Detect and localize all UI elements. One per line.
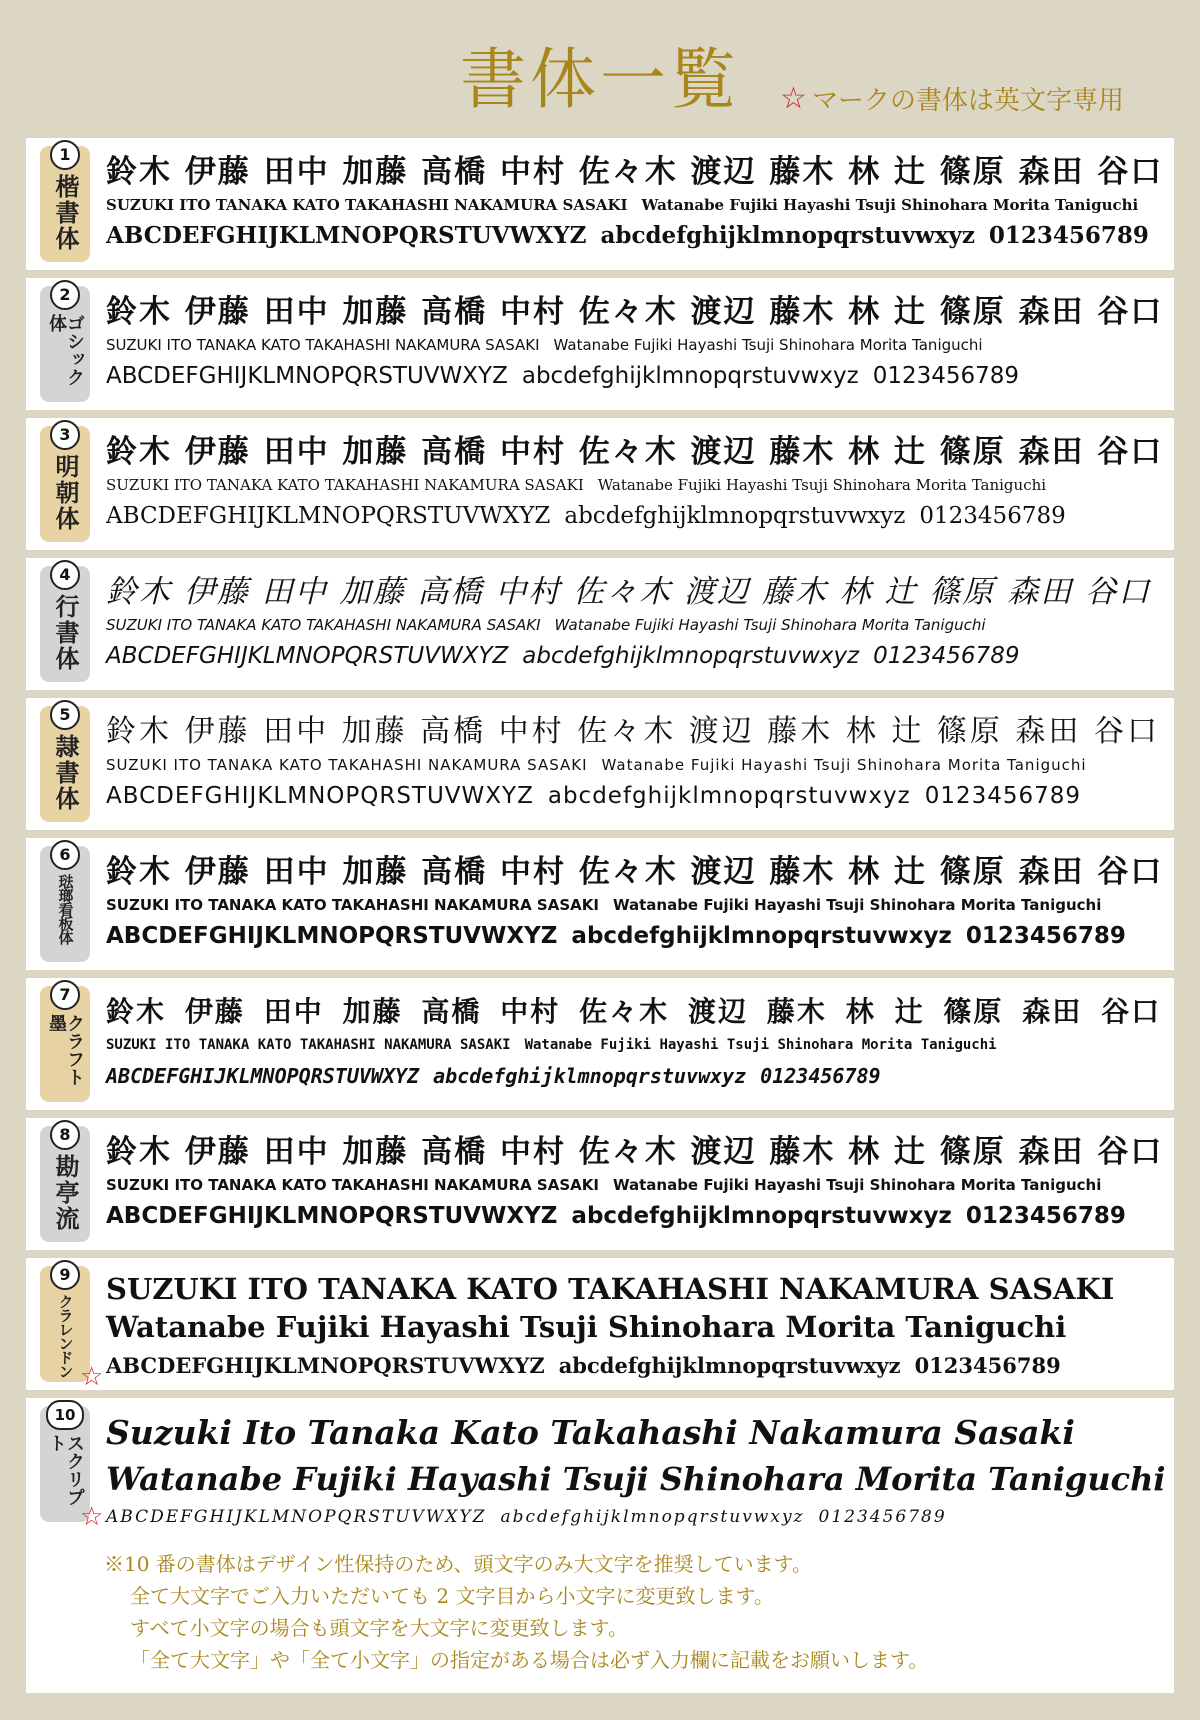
- sample-alphabet: [106, 1346, 1166, 1386]
- font-name: ゴシック体: [46, 314, 85, 386]
- footnote-line: ※10 番の書体はデザイン性保持のため、頭文字のみ大文字を推奨しています。: [104, 1552, 813, 1576]
- romaji-upper: SUZUKI ITO TANAKA KATO TAKAHASHI NAKAMURA SASAKI: [106, 1176, 599, 1194]
- alphabet-upper: ABCDEFGHIJKLMNOPQRSTUVWXYZ: [106, 1203, 558, 1229]
- sample-kanji: 鈴木 伊藤 田中 加藤 高橋 中村 佐々木 渡辺 藤木 林 辻 篠原 森田 谷口: [106, 1134, 1164, 1170]
- romaji-upper: SUZUKI ITO TANAKA KATO TAKAHASHI NAKAMURA SASAKI: [106, 196, 628, 214]
- font-tab: [40, 426, 90, 542]
- sample-kanji: 鈴木 伊藤 田中 加藤 高橋 中村 佐々木 渡辺 藤木 林 辻 篠原 森田 谷口: [106, 995, 1162, 1028]
- alphabet-upper: ABCDEFGHIJKLMNOPQRSTUVWXYZ: [106, 643, 509, 669]
- digits: 0123456789: [873, 643, 1020, 669]
- font-name: 楷書体: [51, 174, 79, 252]
- alphabet-upper: ABCDEFGHIJKLMNOPQRSTUVWXYZ: [106, 363, 508, 389]
- digits: 0123456789: [965, 923, 1126, 949]
- font-tab: [40, 986, 90, 1102]
- sample-romaji: [106, 754, 1166, 776]
- font-row-kanteiryu: [26, 1118, 1174, 1250]
- sample-alphabet: [106, 356, 1166, 396]
- font-sample: [106, 710, 1166, 816]
- alphabet-lower: abcdefghijklmnopqrstuvwxyz: [521, 363, 859, 389]
- font-number-badge: 6: [50, 840, 80, 870]
- font-row-gothic: [26, 278, 1174, 410]
- font-sample: [106, 850, 1166, 956]
- font-number-badge: 9: [50, 1260, 80, 1290]
- alphabet-upper: ABCDEFGHIJKLMNOPQRSTUVWXYZ: [106, 222, 587, 249]
- sample-kanji: 鈴木 伊藤 田中 加藤 高橋 中村 佐々木 渡辺 藤木 林 辻 篠原 森田 谷口: [106, 154, 1164, 190]
- alphabet-lower: abcdefghijklmnopqrstuvwxyz: [558, 1353, 901, 1378]
- digits: 0123456789: [919, 503, 1066, 529]
- font-tab: [40, 286, 90, 402]
- alphabet-upper: ABCDEFGHIJKLMNOPQRSTUVWXYZ: [106, 503, 551, 529]
- digits: 0123456789: [988, 222, 1149, 249]
- alphabet-lower: abcdefghijklmnopqrstuvwxyz: [600, 222, 975, 249]
- alphabet-lower: abcdefghijklmnopqrstuvwxyz: [571, 1203, 952, 1229]
- font-list: [26, 138, 1174, 1693]
- font-name: 行書体: [51, 594, 79, 672]
- alphabet-lower: abcdefghijklmnopqrstuvwxyz: [547, 783, 911, 809]
- digits: 0123456789: [818, 1507, 947, 1527]
- romaji-upper: SUZUKI ITO TANAKA KATO TAKAHASHI NAKAMURA SASAKI: [106, 476, 584, 494]
- font-tab: [40, 146, 90, 262]
- font-row-reisho: [26, 698, 1174, 830]
- font-number-badge: 8: [50, 1120, 80, 1150]
- sample-romaji: [106, 1174, 1166, 1196]
- star-icon: ☆: [80, 1362, 104, 1392]
- font-row-kaisho: [26, 138, 1174, 270]
- alphabet-upper: ABCDEFGHIJKLMNOPQRSTUVWXYZ: [106, 1064, 420, 1088]
- romaji-mixed: Watanabe Fujiki Hayashi Tsuji Shinohara Morita Taniguchi: [553, 336, 983, 354]
- font-sample: [106, 290, 1166, 396]
- romaji-mixed: Watanabe Fujiki Hayashi Tsuji Shinohara Morita Taniguchi: [601, 756, 1087, 774]
- font-row-clarendon: [26, 1258, 1174, 1390]
- sample-romaji: [106, 194, 1166, 216]
- sample-romaji: [106, 334, 1166, 356]
- font-name: 勘亭流: [51, 1154, 79, 1232]
- font-row-mincho: [26, 418, 1174, 550]
- romaji-mixed: Watanabe Fujiki Hayashi Tsuji Shinohara Morita Taniguchi: [554, 616, 986, 634]
- font-name: 明朝体: [51, 454, 79, 532]
- latin-only-note: マークの書体は英文字専用: [812, 86, 1125, 116]
- sample-alphabet: [106, 776, 1166, 816]
- font-tab: [40, 1265, 104, 1392]
- sample-alphabet: [106, 1196, 1166, 1236]
- font-sample: [106, 570, 1166, 676]
- font-tab: [40, 846, 90, 962]
- sample-kanji: 鈴木 伊藤 田中 加藤 高橋 中村 佐々木 渡辺 藤木 林 辻 篠原 森田 谷口: [106, 294, 1164, 330]
- sample-alphabet: [106, 496, 1166, 536]
- font-sample: [106, 1130, 1166, 1236]
- font-number-badge: 5: [50, 700, 80, 730]
- font-sample: [106, 150, 1166, 256]
- sample-kanji: 鈴木 伊藤 田中 加藤 高橋 中村 佐々木 渡辺 藤木 林 辻 篠原 森田 谷口: [106, 854, 1164, 890]
- digits: 0123456789: [914, 1353, 1061, 1378]
- font-sample: [106, 1410, 1166, 1532]
- font-tab: [40, 706, 90, 822]
- font-tab: [40, 1126, 90, 1242]
- sample-romaji-upper: SUZUKI ITO TANAKA KATO TAKAHASHI NAKAMURA SASAKI: [106, 1272, 1115, 1306]
- sample-romaji: [106, 474, 1166, 496]
- romaji-upper: SUZUKI ITO TANAKA KATO TAKAHASHI NAKAMURA SASAKI: [106, 1037, 511, 1053]
- font-tab: [40, 1406, 104, 1532]
- digits: 0123456789: [965, 1203, 1126, 1229]
- font-number-badge: 7: [50, 980, 80, 1010]
- sample-alphabet: [106, 916, 1166, 956]
- font-number-badge: 4: [50, 560, 80, 590]
- romaji-mixed: Watanabe Fujiki Hayashi Tsuji Shinohara Morita Taniguchi: [612, 1176, 1102, 1194]
- font-sample: [106, 1270, 1166, 1386]
- romaji-mixed: Watanabe Fujiki Hayashi Tsuji Shinohara Morita Taniguchi: [597, 476, 1047, 494]
- alphabet-lower: abcdefghijklmnopqrstuvwxyz: [571, 923, 952, 949]
- romaji-upper: SUZUKI ITO TANAKA KATO TAKAHASHI NAKAMURA SASAKI: [106, 756, 588, 774]
- romaji-upper: SUZUKI ITO TANAKA KATO TAKAHASHI NAKAMURA SASAKI: [106, 616, 541, 634]
- footnote-line: すべて小文字の場合も頭文字を大文字に変更致します。: [130, 1616, 628, 1640]
- star-icon: ☆: [780, 81, 807, 116]
- sample-kanji: 鈴木 伊藤 田中 加藤 高橋 中村 佐々木 渡辺 藤木 林 辻 篠原 森田 谷口: [106, 574, 1152, 610]
- font-row-script: [26, 1398, 1174, 1693]
- font-name: スクリプト: [46, 1434, 85, 1506]
- sample-romaji: [106, 894, 1166, 916]
- sample-script-line-1: Suzuki Ito Tanaka Kato Takahashi Nakamura Sasaki: [106, 1413, 1075, 1452]
- font-number-badge: 2: [50, 280, 80, 310]
- digits: 0123456789: [760, 1064, 881, 1088]
- alphabet-upper: ABCDEFGHIJKLMNOPQRSTUVWXYZ: [106, 923, 558, 949]
- sample-romaji: [106, 614, 1166, 636]
- font-number-badge: 10: [46, 1400, 84, 1430]
- alphabet-upper: ABCDEFGHIJKLMNOPQRSTUVWXYZ: [106, 1507, 487, 1527]
- digits: 0123456789: [872, 363, 1020, 389]
- font-number-badge: 1: [50, 140, 80, 170]
- sample-romaji: [106, 1034, 1166, 1056]
- digits: 0123456789: [924, 783, 1082, 809]
- font-sample: [106, 990, 1166, 1096]
- footnote: [104, 1548, 1164, 1676]
- font-name: 琺瑯看板体: [56, 874, 75, 944]
- font-name: クラレンドン: [56, 1294, 75, 1378]
- sample-romaji-mixed: Watanabe Fujiki Hayashi Tsuji Shinohara Morita Taniguchi: [106, 1310, 1067, 1344]
- footnote-line: 「全て大文字」や「全て小文字」の指定がある場合は必ず入力欄に記載をお願いします。: [130, 1648, 929, 1672]
- sample-alphabet: [106, 1056, 1166, 1096]
- font-sample: [106, 430, 1166, 536]
- romaji-mixed: Watanabe Fujiki Hayashi Tsuji Shinohara Morita Taniguchi: [524, 1037, 997, 1053]
- sample-script-line-2: Watanabe Fujiki Hayashi Tsuji Shinohara Morita Taniguchi: [106, 1460, 1166, 1498]
- font-name: クラフト墨: [46, 1014, 85, 1086]
- alphabet-upper: ABCDEFGHIJKLMNOPQRSTUVWXYZ: [106, 783, 534, 809]
- alphabet-lower: abcdefghijklmnopqrstuvwxyz: [564, 503, 906, 529]
- romaji-mixed: Watanabe Fujiki Hayashi Tsuji Shinohara Morita Taniguchi: [641, 196, 1139, 214]
- sample-alphabet: [106, 1502, 1166, 1532]
- romaji-upper: SUZUKI ITO TANAKA KATO TAKAHASHI NAKAMURA SASAKI: [106, 896, 599, 914]
- alphabet-lower: abcdefghijklmnopqrstuvwxyz: [500, 1507, 805, 1527]
- romaji-mixed: Watanabe Fujiki Hayashi Tsuji Shinohara Morita Taniguchi: [612, 896, 1102, 914]
- sample-alphabet: [106, 636, 1166, 676]
- font-name: 隷書体: [51, 734, 79, 812]
- sample-kanji: 鈴木 伊藤 田中 加藤 高橋 中村 佐々木 渡辺 藤木 林 辻 篠原 森田 谷口: [106, 434, 1164, 470]
- font-row-horo-kanban: [26, 838, 1174, 970]
- romaji-upper: SUZUKI ITO TANAKA KATO TAKAHASHI NAKAMURA SASAKI: [106, 336, 540, 354]
- page-title: 書体一覧: [460, 41, 740, 118]
- footnote-line: 全て大文字でご入力いただいても 2 文字目から小文字に変更致します。: [130, 1584, 774, 1608]
- font-row-gyosho: [26, 558, 1174, 690]
- sample-kanji: 鈴木 伊藤 田中 加藤 高橋 中村 佐々木 渡辺 藤木 林 辻 篠原 森田 谷口: [106, 714, 1160, 749]
- alphabet-upper: ABCDEFGHIJKLMNOPQRSTUVWXYZ: [106, 1353, 545, 1378]
- font-tab: [40, 566, 90, 682]
- font-row-craft-sumi: [26, 978, 1174, 1110]
- star-icon: ☆: [80, 1502, 104, 1532]
- alphabet-lower: abcdefghijklmnopqrstuvwxyz: [433, 1064, 747, 1088]
- sample-alphabet: [106, 216, 1166, 256]
- font-number-badge: 3: [50, 420, 80, 450]
- alphabet-lower: abcdefghijklmnopqrstuvwxyz: [522, 643, 860, 669]
- header: [0, 0, 1200, 135]
